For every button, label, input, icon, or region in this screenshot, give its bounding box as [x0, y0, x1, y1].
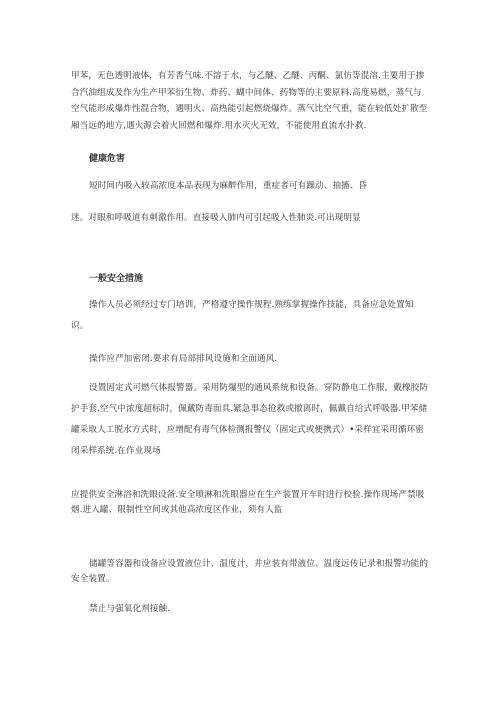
intro-paragraph: 甲苯，无色透明液体，有芳香气味.不溶于水，与乙醚、乙醚、丙酮、氯仿等混溶.主要用于掺合汽油组成及作为生产甲苯衍生物、炸药、蝴中间体、药物等的主要原料.高度易燃，蒸气与空气能形成爆炸性混合物，遇明火、高热能引起燃烧爆炸。蒸气比空气重，能在较低处扩散至厢当远的地方,遇火源会着火回燃和爆炸.用水灭火无效，不能使用直流水扑救.	[71, 71, 428, 131]
safety-paragraph-3: 设置固定式可燃气体报警器。采用防爆型的通风系统和设备。穿防静电工作服，戴橡胶防护手套.空气中浓度超标时，佩戴防毒面具.紧急事态抢救或撤离时，佩戴自给式呼吸器.甲苯储罐采取人工脱水方式时，应增配有毒气体检测报警仪（固定式或便携式）•采样宜采用循环密闭采样系统.在作业现场	[71, 383, 429, 456]
safety-paragraph-4: 应提供安全淋浴和洗眼设备.安全喷淋和洗眼器应在生产装置开车时进行校验.操作现场严禁吸烟.进入罐、限制性空间或其他高浓度区作业，须有人监	[71, 490, 425, 515]
safety-paragraph-2: 操作应严加密闭.要求有局部排风设施和全面通风.	[89, 354, 278, 364]
safety-paragraph-5: 储罐等容器和设备应设置液位计、温度计，并应装有带液位、温度远传记录和报警功能的安全装置。	[71, 559, 429, 584]
safety-paragraph-6: 禁止与强氧化剂接触.	[89, 604, 171, 614]
heading-health-hazard: 健康危害	[89, 154, 126, 164]
heading-general-safety: 一般安全措施	[89, 274, 144, 284]
safety-paragraph-1: 操作人员必须经过专门培训，严格遵守操作规程.熟练掌握操作技能，具备应急处置知识。	[71, 300, 414, 331]
health-line-2: 迷。对眼和呼吸道有刺激作用。直接吸入肺内可引起吸入性肺炎.可出现明显	[71, 213, 361, 223]
health-line-1: 短时间内吸入较高浓度本品表现为麻醉作用，重症者可有躁动、抽搐、昏	[89, 181, 368, 191]
